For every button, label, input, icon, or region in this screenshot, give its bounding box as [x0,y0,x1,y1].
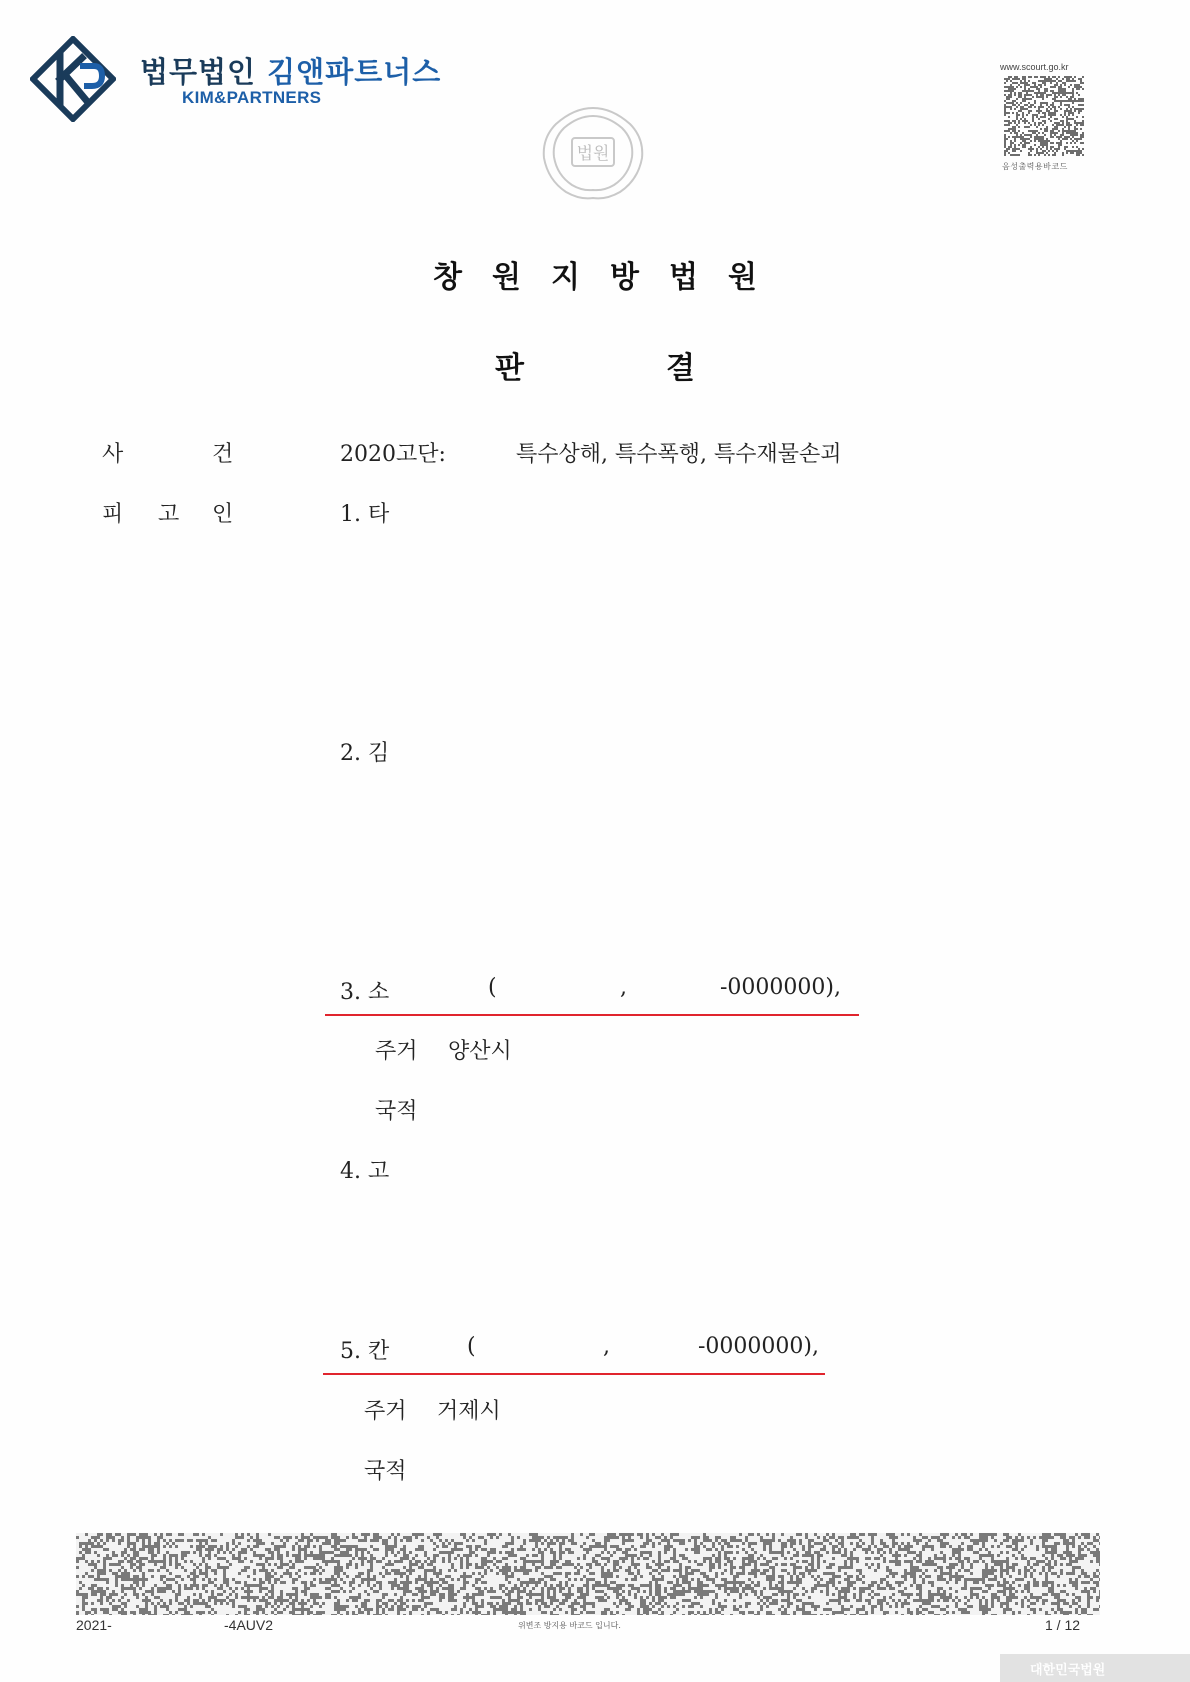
defendant-3-residence: 양산시 [448,1039,512,1064]
defendant-5-id: -0000000), [698,1334,819,1359]
document-id-start: 2021- [76,1617,112,1633]
law-firm-name-english: KIM&PARTNERS [182,88,322,107]
document-id-end: -4AUV2 [224,1617,274,1633]
document-type-second: 결 [666,351,695,386]
seal-text: 법원 [576,144,610,164]
document-type-first: 판 [495,351,524,386]
defendant-3-highlight [325,1014,859,1016]
page-number: 1 / 12 [1045,1617,1081,1633]
defendant-1-name: 1. 타 [340,502,390,527]
case-charges: 특수상해, 특수폭행, 특수재물손괴 [516,442,842,467]
case-label-2: 건 [212,442,234,467]
issuer-label: 대한민국법원 [1030,1663,1106,1678]
defendant-5-residence: 거제시 [437,1399,501,1424]
defendant-3-comma: , [620,975,627,1000]
defendant-label-1: 피 [102,502,124,527]
defendant-3-name: 3. 소 [340,980,390,1005]
defendant-3-paren: ( [488,975,497,1000]
court-name: 창원지방법원 [433,260,787,295]
law-firm-logo-icon [30,36,116,122]
defendant-4-name: 4. 고 [340,1159,390,1184]
verification-caption: 음성출력용바코드 [1002,162,1068,171]
court-seal-icon [534,102,652,202]
verification-barcode-icon [1004,76,1084,156]
defendant-5-highlight [323,1373,825,1375]
defendant-5-name: 5. 칸 [340,1339,390,1364]
defendant-label-2: 고 [158,502,180,527]
law-firm-name-korean [140,50,441,91]
defendant-5-residence-label: 주거 [364,1399,407,1424]
defendant-5-comma: , [603,1334,610,1359]
law-firm-prefix: 법무법인 [140,55,257,89]
verification-url: www.scourt.go.kr [1000,62,1069,72]
anti-forgery-barcode-icon [76,1533,1100,1615]
defendant-5-nationality-label: 국적 [364,1459,407,1484]
document-type-title [0,343,1190,387]
case-label-1: 사 [102,442,124,467]
issuer-tag [1000,1654,1190,1682]
defendant-label-3: 인 [212,502,234,527]
case-number: 2020고단: [340,442,446,467]
barcode-note: 위변조 방지용 바코드 입니다. [518,1621,621,1630]
law-firm-name: 김앤파트너스 [267,55,442,89]
defendant-3-nationality-label: 국적 [375,1099,418,1124]
defendant-5-paren: ( [467,1334,476,1359]
defendant-2-name: 2. 김 [340,741,390,766]
defendant-3-residence-label: 주거 [375,1039,418,1064]
defendant-3-id: -0000000), [720,975,841,1000]
